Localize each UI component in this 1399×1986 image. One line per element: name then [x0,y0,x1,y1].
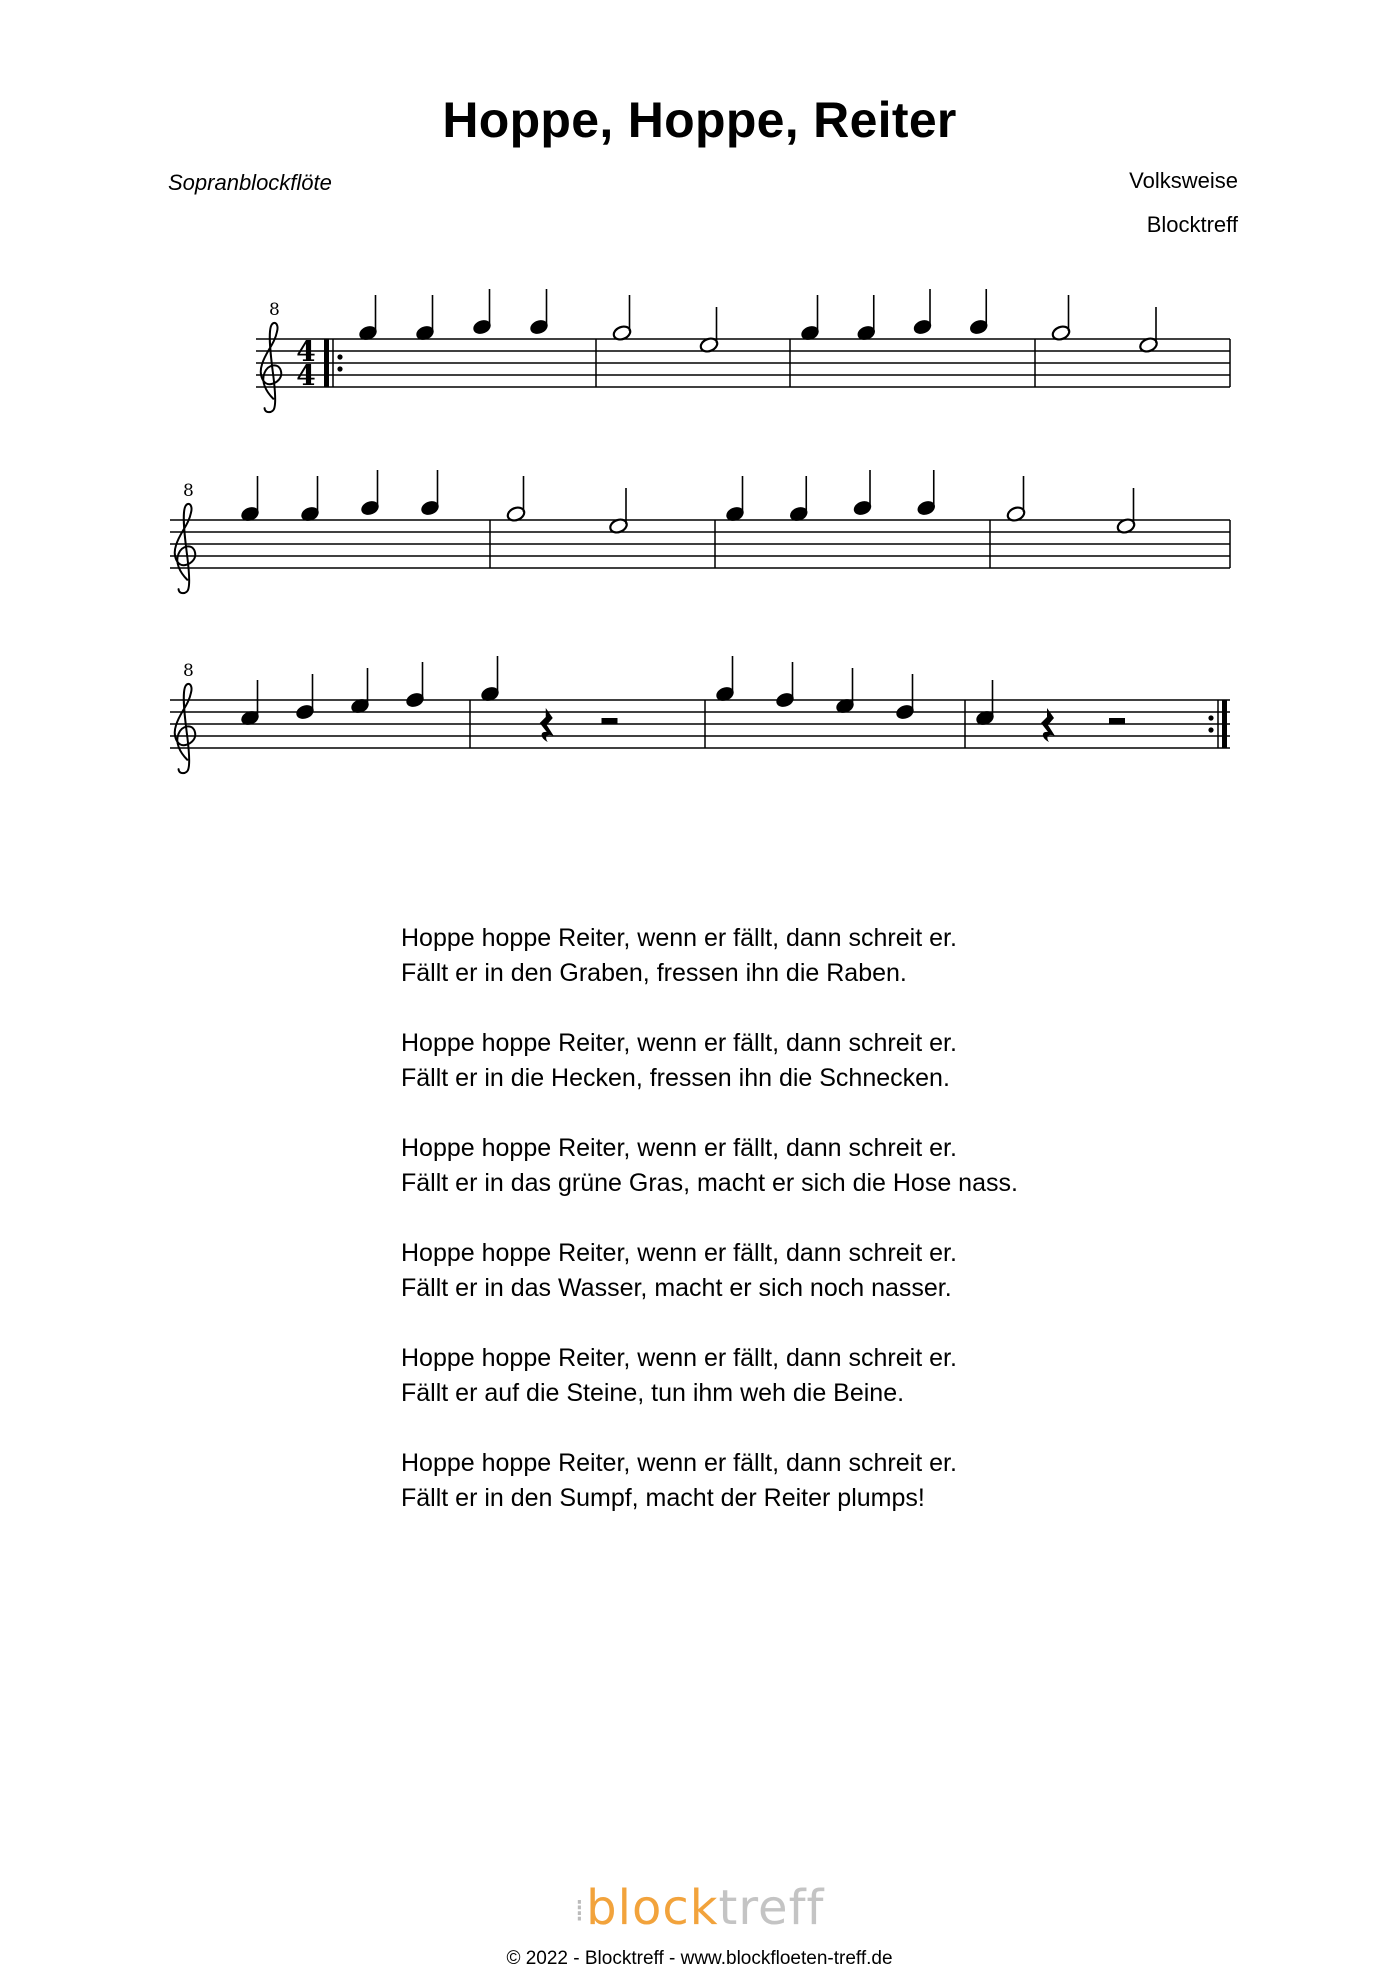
quarter-rest-icon [1041,708,1055,742]
blocktreff-logo [0,1880,1399,1936]
lyrics-line: Fällt er auf die Steine, tun ihm weh die Beine. [401,1379,905,1407]
repeat-dot [337,354,342,359]
composer-credit: Volksweise [1129,168,1238,193]
treble-clef-icon [175,504,195,593]
lyrics-stanza [401,1026,1018,1096]
lyrics-stanza [401,1341,1018,1411]
time-signature-denominator: 4 [296,359,316,392]
repeat-dot [1208,727,1213,732]
half-rest-icon [602,718,618,724]
instrument-label: Sopranblockflöte [168,170,332,195]
lyrics-line: Fällt er in das Wasser, macht er sich noch nasser. [401,1274,952,1302]
octave-marker: 8 [183,481,194,501]
repeat-dot [337,366,342,371]
staff-system [170,470,1230,593]
repeat-end-thick-bar [1222,700,1227,748]
time-signature-numerator: 4 [296,335,316,368]
lyrics-line: Hoppe hoppe Reiter, wenn er fällt, dann schreit er. [401,1239,957,1267]
footer-copyright: © 2022 - Blocktreff - www.blockfloeten-treff.de [506,1948,893,1969]
arranger-credit: Blocktreff [1146,212,1238,237]
lyrics-block [401,921,1018,1551]
repeat-start-thick-bar [324,339,329,387]
logo-text-treff: treff [718,1880,825,1936]
lyrics-line: Hoppe hoppe Reiter, wenn er fällt, dann schreit er. [401,1029,957,1057]
quarter-rest-icon [540,708,554,742]
sheet-music [0,0,1399,820]
treble-clef-icon [261,323,281,412]
lyrics-line: Hoppe hoppe Reiter, wenn er fällt, dann schreit er. [401,1449,957,1477]
dots-icon: ⁞ [574,1893,585,1929]
lyrics-stanza [401,1236,1018,1306]
lyrics-line: Fällt er in das grüne Gras, macht er sich die Hose nass. [401,1169,1018,1197]
repeat-dot [1208,715,1213,720]
octave-marker: 8 [269,300,280,320]
lyrics-line: Fällt er in den Sumpf, macht der Reiter plumps! [401,1484,925,1512]
lyrics-line: Hoppe hoppe Reiter, wenn er fällt, dann schreit er. [401,924,957,952]
staff-system [170,656,1230,773]
lyrics-line: Hoppe hoppe Reiter, wenn er fällt, dann schreit er. [401,1344,957,1372]
logo-text-block: block [586,1880,719,1936]
treble-clef-icon [175,684,195,773]
page-title: Hoppe, Hoppe, Reiter [442,92,957,148]
lyrics-stanza [401,921,1018,991]
lyrics-line: Fällt er in den Graben, fressen ihn die Raben. [401,959,907,987]
lyrics-line: Hoppe hoppe Reiter, wenn er fällt, dann schreit er. [401,1134,957,1162]
staff-system [256,289,1230,412]
lyrics-stanza [401,1131,1018,1201]
lyrics-stanza [401,1446,1018,1516]
lyrics-line: Fällt er in die Hecken, fressen ihn die Schnecken. [401,1064,950,1092]
half-rest-icon [1109,718,1125,724]
octave-marker: 8 [183,661,194,681]
